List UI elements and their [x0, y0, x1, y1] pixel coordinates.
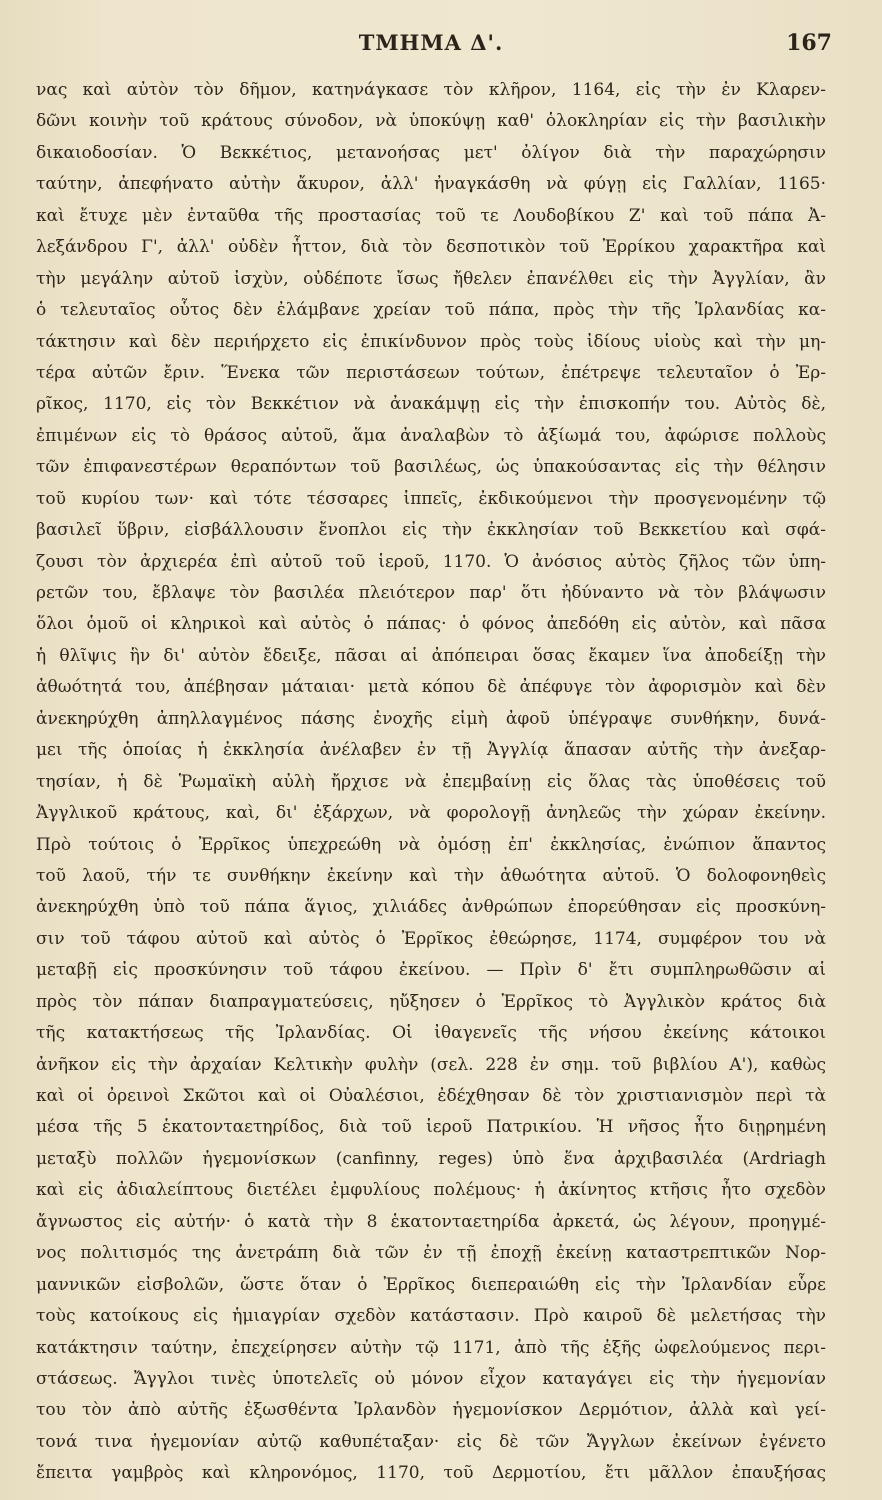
text-line: μαννικῶν εἰσβολῶν, ὥστε ὅταν ὁ Ἐρρῖκος διεπεραιώθη εἰς τὴν Ἰρλανδίαν εὗρε	[36, 1274, 826, 1295]
text-line: νας καὶ αὐτὸν τὸν δῆμον, κατηνάγκασε τὸν κλῆρον, 1164, εἰς τὴν ἐν Κλαρεν-	[36, 80, 826, 100]
text-line: ἐπιμένων εἰς τὸ θράσος αὐτοῦ, ἅμα ἀναλαβὼν τὸ ἀξίωμά του, ἀφώρισε πολλοὺς	[36, 425, 826, 446]
text-line: τῶν ἐπιφανεστέρων θεραπόντων τοῦ βασιλέως, ὡς ὑπακούσαντας εἰς τὴν θέλησιν	[36, 457, 826, 478]
text-line: καὶ ἔτυχε μὲν ἐνταῦθα τῆς προστασίας τοῦ τε Λουδοβίκου Ζ' καὶ τοῦ πάπα Ἀ-	[36, 205, 826, 226]
text-line: δῶνι κοινὴν τοῦ κράτους σύνοδον, νὰ ὑποκύψῃ καθ' ὁλοκληρίαν εἰς τὴν βασιλικὴν	[36, 111, 826, 132]
text-line: ὅλοι ὁμοῦ οἱ κληρικοὶ καὶ αὐτὸς ὁ πάπας· ὁ φόνος ἀπεδόθη εἰς αὐτὸν, καὶ πᾶσα	[36, 614, 826, 635]
text-line: ἀνεκηρύχθη ὑπὸ τοῦ πάπα ἅγιος, χιλιάδες ἀνθρώπων ἐπορεύθησαν εἰς προσκύνη-	[36, 897, 826, 918]
text-line: κατάκτησιν ταύτην, ἐπεχείρησεν αὐτὴν τῷ 1171, ἀπὸ τῆς ἐξῆς ὠφελούμενος περι-	[36, 1337, 826, 1358]
text-line: τὴν μεγάλην αὐτοῦ ἰσχὺν, οὐδέποτε ἴσως ἤθελεν ἐπανέλθει εἰς τὴν Ἀγγλίαν, ἂν	[36, 268, 826, 289]
text-line: σιν τοῦ τάφου αὐτοῦ καὶ αὐτὸς ὁ Ἐρρῖκος ἐθεώρησε, 1174, συμφέρον του νὰ	[36, 928, 826, 949]
text-line: του τὸν ἀπὸ αὐτῆς ἐξωσθέντα Ἰρλανδὸν ἡγεμονίσκον Δερμότιον, ἀλλὰ καὶ γεί-	[36, 1400, 826, 1421]
text-line: ρετῶν του, ἔβλαψε τὸν βασιλέα πλειότερον παρ' ὅτι ἠδύναντο νὰ τὸν βλάψωσιν	[36, 583, 826, 603]
text-line: μει τῆς ὁποίας ἡ ἐκκλησία ἀνέλαβεν ἐν τῇ Ἀγγλίᾳ ἅπασαν αὐτῆς τὴν ἀνεξαρ-	[36, 740, 826, 761]
text-line: μέσα τῆς 5 ἑκατονταετηρίδος, διὰ τοῦ ἱεροῦ Πατρικίου. Ἡ νῆσος ἦτο διῃρημένη	[36, 1117, 826, 1138]
text-line: τησίαν, ἡ δὲ Ῥωμαϊκὴ αὐλὴ ἤρχισε νὰ ἐπεμβαίνῃ εἰς ὅλας τὰς ὑποθέσεις τοῦ	[36, 771, 826, 792]
text-line: ταύτην, ἀπεφήνατο αὐτὴν ἄκυρον, ἀλλ' ἠναγκάσθη νὰ φύγῃ εἰς Γαλλίαν, 1165·	[36, 174, 826, 195]
text-line: νος πολιτισμός της ἀνετράπη διὰ τῶν ἐν τῇ ἐποχῇ ἐκείνῃ καταστρεπτικῶν Νορ-	[36, 1243, 826, 1264]
text-line: καὶ εἰς ἀδιαλείπτους διετέλει ἐμφυλίους πολέμους· ἡ ἀκίνητος κτῆσις ἦτο σχεδὸν	[36, 1180, 826, 1201]
text-line: τάκτησιν καὶ δὲν περιήρχετο εἰς ἐπικίνδυνον πρὸς τοὺς ἰδίους υἱοὺς καὶ τὴν μη-	[36, 331, 826, 352]
text-line: τονά τινα ἡγεμονίαν αὐτῷ καθυπέταξαν· εἰς δὲ τῶν Ἄγγλων ἐκείνων ἐγένετο	[36, 1431, 826, 1452]
text-line: Πρὸ τούτοις ὁ Ἐρρῖκος ὑπεχρεώθη νὰ ὀμόσῃ ἐπ' ἐκκλησίας, ἐνώπιον ἅπαντος	[36, 834, 826, 855]
text-line: στάσεως. Ἄγγλοι τινὲς ὑποτελεῖς οὐ μόνον εἶχον καταγάγει εἰς τὴν ἡγεμονίαν	[36, 1368, 826, 1389]
text-line: ἡ θλῖψις ἣν δι' αὐτὸν ἔδειξε, πᾶσαι αἱ ἀπόπειραι ὅσας ἔκαμεν ἵνα ἀποδείξῃ τὴν	[36, 645, 826, 666]
text-line: ἄγνωστος εἰς αὐτήν· ὁ κατὰ τὴν 8 ἑκατονταετηρίδα ἀρκετά, ὡς λέγουν, προηγμέ-	[36, 1211, 826, 1232]
page-number: 167	[786, 30, 832, 56]
text-line: ζουσι τὸν ἀρχιερέα ἐπὶ αὐτοῦ τοῦ ἱεροῦ, 1170. Ὁ ἀνόσιος αὐτὸς ζῆλος τῶν ὑπη-	[36, 551, 826, 572]
text-line: ὁ τελευταῖος οὗτος δὲν ἐλάμβανε χρείαν τοῦ πάπα, πρὸς τὴν τῆς Ἰρλανδίας κα-	[36, 300, 826, 321]
text-line: πρὸς τὸν πάπαν διαπραγματεύσεις, ηὔξησεν ὁ Ἐρρῖκος τὸ Ἀγγλικὸν κράτος διὰ	[36, 991, 826, 1012]
text-line: μεταξὺ πολλῶν ἡγεμονίσκων (canfinny, reges) ὑπὸ ἕνα ἀρχιβασιλέα (Ardriagh	[36, 1148, 826, 1169]
text-line: ἀθωότητά του, ἀπέβησαν μάταιαι· μετὰ κόπου δὲ ἀπέφυγε τὸν ἀφορισμὸν καὶ δὲν	[36, 677, 826, 698]
text-line: βασιλεῖ ὕβριν, εἰσβάλλουσιν ἔνοπλοι εἰς τὴν ἐκκλησίαν τοῦ Βεκκετίου καὶ σφά-	[36, 520, 826, 541]
text-line: τοῦ κυρίου των· καὶ τότε τέσσαρες ἱππεῖς, ἐκδικούμενοι τὴν προσγενομένην τῷ	[36, 488, 826, 509]
text-line: τοὺς κατοίκους εἰς ἡμιαγρίαν σχεδὸν κατάστασιν. Πρὸ καιροῦ δὲ μελετήσας τὴν	[36, 1306, 826, 1327]
text-line: ἀνῆκον εἰς τὴν ἀρχαίαν Κελτικὴν φυλὴν (σελ. 228 ἐν σημ. τοῦ βιβλίου Α'), καθὼς	[36, 1054, 826, 1075]
text-line: τέρα αὐτῶν ἔριν. Ἕνεκα τῶν περιστάσεων τούτων, ἐπέτρεψε τελευταῖον ὁ Ἐρ-	[36, 362, 826, 383]
running-title: ΤΜΗΜΑ Δ'.	[358, 30, 504, 55]
text-line: ρῖκος, 1170, εἰς τὸν Βεκκέτιον νὰ ἀνακάμψῃ εἰς τὴν ἐπισκοπήν του. Αὐτὸς δὲ,	[36, 394, 826, 415]
text-line: καὶ οἱ ὀρεινοὶ Σκῶτοι καὶ οἱ Οὐαλέσιοι, ἐδέχθησαν δὲ τὸν χριστιανισμὸν περὶ τὰ	[36, 1086, 826, 1106]
text-line: ἔπειτα γαμβρὸς καὶ κληρονόμος, 1170, τοῦ Δερμοτίου, ἔτι μᾶλλον ἐπαυξήσας	[36, 1463, 826, 1484]
body-text	[36, 75, 826, 1490]
text-line: τοῦ λαοῦ, τήν τε συνθήκην ἐκείνην καὶ τὴν ἀθωότητα αὐτοῦ. Ὁ δολοφονηθεὶς	[36, 865, 826, 886]
text-line: τῆς κατακτήσεως τῆς Ἰρλανδίας. Οἱ ἰθαγενεῖς τῆς νήσου ἐκείνης κάτοικοι	[36, 1023, 826, 1044]
text-line: δικαιοδοσίαν. Ὁ Βεκκέτιος, μετανοήσας μετ' ὀλίγον διὰ τὴν παραχώρησιν	[36, 142, 826, 163]
text-line: μεταβῇ εἰς προσκύνησιν τοῦ τάφου ἐκείνου. — Πρὶν δ' ἔτι συμπληρωθῶσιν αἱ	[36, 960, 826, 981]
text-line: ἀνεκηρύχθη ἀπηλλαγμένος πάσης ἐνοχῆς εἰμὴ ἀφοῦ ὑπέγραψε συνθήκην, δυνά-	[36, 708, 826, 729]
page-header	[30, 30, 832, 70]
text-line: Ἀγγλικοῦ κράτους, καὶ, δι' ἐξάρχων, νὰ φορολογῇ ἀνηλεῶς τὴν χώραν ἐκείνην.	[36, 803, 826, 824]
text-line: λεξάνδρου Γ', ἀλλ' οὐδὲν ἧττον, διὰ τὸν δεσποτικὸν τοῦ Ἐρρίκου χαρακτῆρα καὶ	[36, 237, 826, 258]
